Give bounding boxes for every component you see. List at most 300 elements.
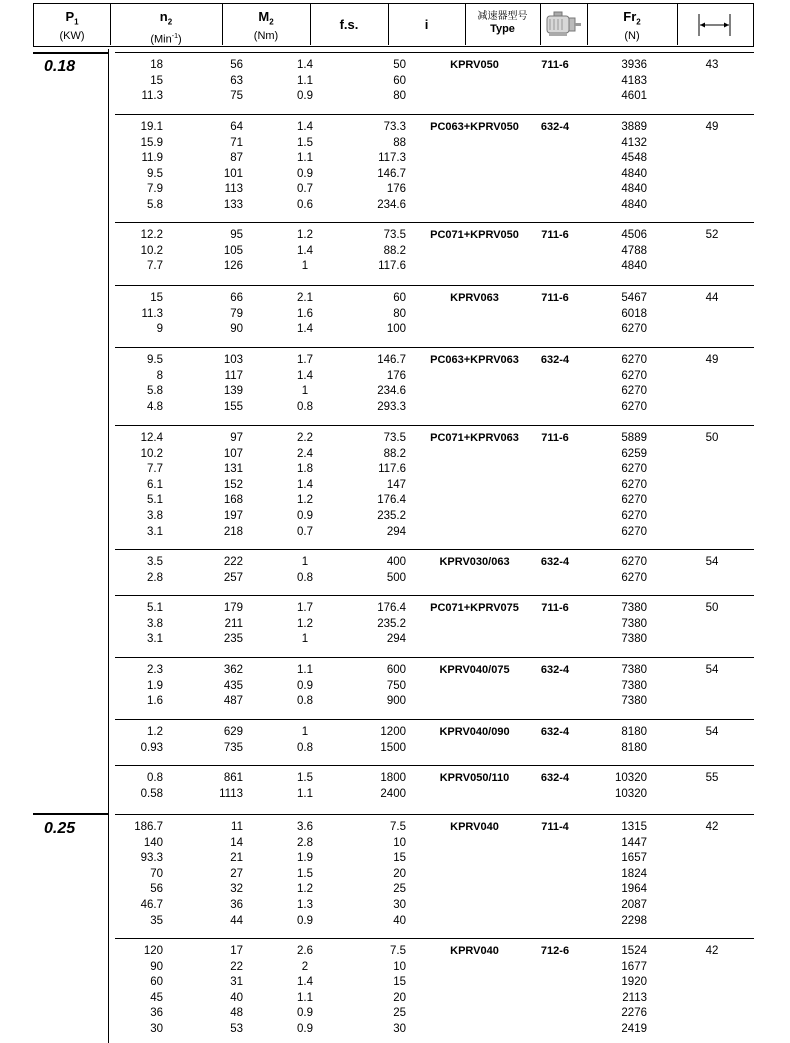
m2-value: 218 bbox=[223, 525, 243, 538]
fr2-value: 1964 bbox=[621, 883, 647, 896]
m2-value: 90 bbox=[230, 323, 243, 336]
col-fr2 bbox=[605, 555, 647, 586]
motor-code: 632-4 bbox=[540, 726, 570, 738]
fr2-value: 4840 bbox=[621, 198, 647, 211]
n2-value: 5.8 bbox=[147, 198, 163, 211]
n2-value: 5.1 bbox=[147, 602, 163, 614]
m2-value: 66 bbox=[230, 292, 243, 304]
m2-value: 75 bbox=[230, 90, 243, 103]
m2-value: 87 bbox=[230, 152, 243, 165]
n2-value: 9 bbox=[156, 323, 163, 336]
col-fr2 bbox=[605, 58, 647, 105]
table-header bbox=[33, 3, 754, 47]
fs-value: 0.8 bbox=[297, 741, 313, 754]
gearbox-type: KPRV040/090 bbox=[439, 726, 510, 738]
i-value: 1800 bbox=[380, 772, 406, 784]
col-fr2 bbox=[605, 725, 647, 756]
col-i bbox=[360, 771, 406, 802]
fr2-value: 8180 bbox=[621, 726, 647, 738]
group-divider bbox=[115, 814, 754, 815]
col-m2 bbox=[210, 291, 243, 338]
col-i bbox=[360, 555, 406, 586]
group-divider bbox=[115, 549, 754, 550]
fr2-value: 1524 bbox=[621, 945, 647, 957]
header-type: 减速器型号 Type bbox=[477, 11, 528, 35]
n2-value: 19.1 bbox=[140, 121, 163, 133]
fr2-value: 10320 bbox=[615, 787, 647, 800]
i-value: 40 bbox=[393, 914, 406, 927]
m2-value: 101 bbox=[223, 167, 243, 180]
fs-value: 1.4 bbox=[297, 323, 313, 336]
header-p1: $P_1$ (KW) bbox=[59, 9, 85, 42]
col-i bbox=[360, 431, 406, 540]
dimension-value: 44 bbox=[705, 292, 719, 304]
col-fr2 bbox=[605, 353, 647, 415]
m2-value: 133 bbox=[223, 198, 243, 211]
col-i bbox=[360, 663, 406, 710]
power-value: 0.25 bbox=[44, 820, 76, 837]
i-value: 10 bbox=[393, 836, 406, 849]
n2-value: 4.8 bbox=[147, 400, 163, 413]
m2-value: 257 bbox=[223, 571, 243, 584]
fr2-value: 4840 bbox=[621, 183, 647, 196]
m2-value: 362 bbox=[223, 664, 243, 676]
fr2-value: 5889 bbox=[621, 432, 647, 444]
n2-value: 1.2 bbox=[147, 726, 163, 738]
n2-value: 12.4 bbox=[140, 432, 163, 444]
m2-value: 64 bbox=[230, 121, 243, 133]
n2-value: 5.1 bbox=[147, 494, 163, 507]
fr2-value: 4840 bbox=[621, 260, 647, 273]
col-fr2 bbox=[605, 663, 647, 710]
col-fs bbox=[290, 228, 320, 275]
n2-value: 56 bbox=[150, 883, 163, 896]
i-value: 117.6 bbox=[378, 463, 406, 476]
fr2-value: 5467 bbox=[621, 292, 647, 304]
fs-value: 0.9 bbox=[297, 914, 313, 927]
col-m2 bbox=[210, 725, 243, 756]
fr2-value: 6270 bbox=[621, 509, 647, 522]
fs-value: 1.6 bbox=[297, 307, 313, 320]
fs-value: 1.4 bbox=[297, 59, 313, 71]
n2-value: 7.7 bbox=[147, 260, 163, 273]
fr2-value: 10320 bbox=[615, 772, 647, 784]
i-value: 15 bbox=[393, 852, 406, 865]
fr2-value: 6270 bbox=[621, 463, 647, 476]
col-fs bbox=[290, 120, 320, 214]
m2-value: 97 bbox=[230, 432, 243, 444]
col-fr2 bbox=[605, 601, 647, 648]
fr2-value: 3889 bbox=[621, 121, 647, 133]
i-value: 117.6 bbox=[378, 260, 406, 273]
n2-value: 3.8 bbox=[147, 509, 163, 522]
fs-value: 1 bbox=[301, 556, 309, 568]
fr2-value: 6270 bbox=[621, 323, 647, 336]
i-value: 176.4 bbox=[377, 602, 406, 614]
fr2-value: 4132 bbox=[621, 136, 647, 149]
power-divider bbox=[33, 52, 108, 54]
m2-value: 861 bbox=[223, 772, 243, 784]
dimension-arrow-icon bbox=[677, 4, 752, 45]
dimension-value: 42 bbox=[705, 821, 719, 833]
col-n2 bbox=[120, 944, 163, 1038]
fr2-value: 7380 bbox=[621, 617, 647, 630]
fr2-value: 1657 bbox=[621, 852, 647, 865]
col-m2 bbox=[210, 771, 243, 802]
m2-value: 17 bbox=[230, 945, 243, 957]
i-value: 7.5 bbox=[390, 821, 406, 833]
fs-value: 1.4 bbox=[297, 121, 313, 133]
motor-icon bbox=[540, 4, 587, 45]
power-column-separator bbox=[108, 49, 109, 1043]
m2-value: 735 bbox=[223, 741, 243, 754]
fs-value: 1.3 bbox=[297, 898, 313, 911]
col-fs bbox=[290, 353, 320, 415]
fs-value: 2.6 bbox=[297, 945, 313, 957]
col-m2 bbox=[210, 555, 243, 586]
col-fs bbox=[290, 944, 320, 1038]
col-n2 bbox=[120, 58, 163, 105]
n2-value: 5.8 bbox=[147, 385, 163, 398]
motor-code: 712-6 bbox=[540, 945, 570, 957]
m2-value: 235 bbox=[223, 633, 243, 646]
fs-value: 0.9 bbox=[297, 167, 313, 180]
motor-code: 711-6 bbox=[541, 229, 569, 241]
dimension-value: 54 bbox=[705, 664, 719, 676]
m2-value: 487 bbox=[223, 695, 243, 708]
motor-code: 632-4 bbox=[540, 121, 570, 133]
dimension-value: 43 bbox=[705, 59, 719, 71]
i-value: 20 bbox=[393, 867, 406, 880]
n2-value: 10.2 bbox=[140, 244, 163, 257]
i-value: 750 bbox=[386, 679, 406, 692]
fr2-value: 6270 bbox=[621, 494, 647, 507]
fr2-value: 6270 bbox=[621, 354, 647, 366]
col-fs bbox=[290, 601, 320, 648]
i-value: 73.5 bbox=[383, 229, 406, 241]
n2-value: 15 bbox=[150, 292, 163, 304]
n2-value: 2.8 bbox=[147, 571, 163, 584]
n2-value: 45 bbox=[150, 991, 163, 1004]
fr2-value: 6270 bbox=[621, 525, 647, 538]
col-m2 bbox=[210, 601, 243, 648]
fs-value: 1.2 bbox=[297, 494, 313, 507]
m2-value: 126 bbox=[223, 260, 243, 273]
col-i bbox=[360, 725, 406, 756]
n2-value: 1.6 bbox=[147, 695, 163, 708]
fr2-value: 6270 bbox=[621, 400, 647, 413]
i-value: 50 bbox=[393, 59, 406, 71]
gearbox-type: KPRV063 bbox=[450, 292, 499, 304]
n2-value: 3.5 bbox=[147, 556, 163, 568]
col-fr2 bbox=[605, 820, 647, 929]
m2-value: 36 bbox=[230, 898, 243, 911]
i-value: 100 bbox=[386, 323, 406, 336]
motor-code: 632-4 bbox=[540, 354, 570, 366]
m2-value: 48 bbox=[230, 1007, 243, 1020]
m2-value: 32 bbox=[230, 883, 243, 896]
col-i bbox=[360, 291, 406, 338]
m2-value: 179 bbox=[223, 602, 243, 614]
i-value: 2400 bbox=[380, 787, 406, 800]
fs-value: 1.1 bbox=[297, 787, 313, 800]
fs-value: 1.4 bbox=[297, 244, 313, 257]
power-value: 0.18 bbox=[44, 58, 76, 75]
fs-value: 1 bbox=[301, 260, 309, 273]
fs-value: 0.9 bbox=[297, 1022, 313, 1035]
m2-value: 53 bbox=[230, 1022, 243, 1035]
i-value: 1500 bbox=[380, 741, 406, 754]
gearbox-type: KPRV030/063 bbox=[439, 556, 510, 568]
n2-value: 30 bbox=[150, 1022, 163, 1035]
fr2-value: 1824 bbox=[621, 867, 647, 880]
m2-value: 14 bbox=[230, 836, 243, 849]
fr2-value: 1447 bbox=[621, 836, 647, 849]
group-divider bbox=[115, 285, 754, 286]
group-divider bbox=[115, 114, 754, 115]
fs-value: 1.1 bbox=[297, 991, 313, 1004]
col-fs bbox=[290, 820, 320, 929]
n2-value: 140 bbox=[143, 836, 163, 849]
n2-value: 7.7 bbox=[147, 463, 163, 476]
col-m2 bbox=[210, 120, 243, 214]
group-divider bbox=[115, 52, 754, 53]
i-value: 7.5 bbox=[390, 945, 406, 957]
gearbox-type: PC071+KPRV075 bbox=[430, 602, 519, 614]
i-value: 235.2 bbox=[377, 509, 406, 522]
col-i bbox=[360, 601, 406, 648]
m2-value: 71 bbox=[230, 136, 243, 149]
m2-value: 56 bbox=[230, 59, 243, 71]
i-value: 900 bbox=[386, 695, 406, 708]
fs-value: 1 bbox=[301, 726, 309, 738]
i-value: 294 bbox=[386, 525, 406, 538]
fs-value: 0.9 bbox=[297, 90, 313, 103]
i-value: 60 bbox=[393, 74, 406, 87]
n2-value: 0.93 bbox=[140, 741, 163, 754]
motor-code: 632-4 bbox=[540, 772, 570, 784]
i-value: 117.3 bbox=[378, 152, 406, 165]
n2-value: 7.9 bbox=[147, 183, 163, 196]
m2-value: 1113 bbox=[219, 787, 243, 800]
fr2-value: 6270 bbox=[621, 556, 647, 568]
i-value: 80 bbox=[393, 90, 406, 103]
header-m2: $M_2$ (Nm) bbox=[253, 9, 279, 42]
fs-value: 1 bbox=[301, 385, 309, 398]
m2-value: 63 bbox=[230, 74, 243, 87]
col-i bbox=[360, 58, 406, 105]
n2-value: 15 bbox=[150, 74, 163, 87]
m2-value: 197 bbox=[223, 509, 243, 522]
col-m2 bbox=[210, 58, 243, 105]
header-n2: $n_2$ (Min$^{-1}$) bbox=[150, 9, 182, 46]
m2-value: 40 bbox=[230, 991, 243, 1004]
fs-value: 2 bbox=[301, 960, 309, 973]
m2-value: 105 bbox=[223, 244, 243, 257]
m2-value: 107 bbox=[223, 447, 243, 460]
fs-value: 1.2 bbox=[297, 883, 313, 896]
col-i bbox=[360, 228, 406, 275]
n2-value: 60 bbox=[150, 976, 163, 989]
fs-value: 0.6 bbox=[297, 198, 313, 211]
fs-value: 0.7 bbox=[297, 525, 313, 538]
m2-value: 21 bbox=[230, 852, 243, 865]
col-fr2 bbox=[605, 120, 647, 214]
dimension-value: 50 bbox=[705, 432, 719, 444]
n2-value: 46.7 bbox=[140, 898, 163, 911]
fs-value: 1.5 bbox=[297, 867, 313, 880]
n2-value: 11.3 bbox=[141, 307, 163, 320]
fr2-value: 2276 bbox=[621, 1007, 647, 1020]
fr2-value: 2087 bbox=[621, 898, 647, 911]
m2-value: 152 bbox=[223, 478, 243, 491]
gearbox-type: KPRV050 bbox=[450, 59, 499, 71]
col-n2 bbox=[120, 771, 163, 802]
m2-value: 31 bbox=[230, 976, 243, 989]
col-n2 bbox=[120, 291, 163, 338]
fs-value: 1.5 bbox=[297, 772, 313, 784]
m2-value: 131 bbox=[223, 463, 243, 476]
col-fs bbox=[290, 58, 320, 105]
n2-value: 0.58 bbox=[140, 787, 163, 800]
fr2-value: 6270 bbox=[621, 369, 647, 382]
fs-value: 0.8 bbox=[297, 695, 313, 708]
power-divider bbox=[33, 813, 108, 815]
header-i: i bbox=[424, 17, 429, 32]
dimension-value: 50 bbox=[705, 602, 719, 614]
i-value: 293.3 bbox=[377, 400, 406, 413]
col-fs bbox=[290, 725, 320, 756]
col-fr2 bbox=[605, 291, 647, 338]
group-divider bbox=[115, 765, 754, 766]
fs-value: 1.1 bbox=[297, 664, 313, 676]
fr2-value: 4840 bbox=[621, 167, 647, 180]
fr2-value: 7380 bbox=[621, 633, 647, 646]
gearbox-type: PC071+KPRV050 bbox=[430, 229, 519, 241]
m2-value: 168 bbox=[223, 494, 243, 507]
gearbox-type: KPRV040 bbox=[450, 945, 499, 957]
group-divider bbox=[115, 425, 754, 426]
i-value: 235.2 bbox=[377, 617, 406, 630]
n2-value: 93.3 bbox=[140, 852, 163, 865]
m2-value: 95 bbox=[230, 229, 243, 241]
i-value: 30 bbox=[393, 1022, 406, 1035]
fs-value: 1.4 bbox=[297, 369, 313, 382]
i-value: 176.4 bbox=[377, 494, 406, 507]
fs-value: 1.4 bbox=[297, 478, 313, 491]
i-value: 10 bbox=[393, 960, 406, 973]
col-fs bbox=[290, 771, 320, 802]
col-n2 bbox=[120, 120, 163, 214]
m2-value: 79 bbox=[230, 307, 243, 320]
fs-value: 1.9 bbox=[297, 852, 313, 865]
i-value: 1200 bbox=[380, 726, 406, 738]
fr2-value: 6018 bbox=[621, 307, 647, 320]
m2-value: 211 bbox=[224, 617, 243, 630]
i-value: 234.6 bbox=[377, 385, 406, 398]
col-m2 bbox=[210, 353, 243, 415]
gearbox-type: KPRV040/075 bbox=[439, 664, 510, 676]
n2-value: 3.1 bbox=[147, 633, 163, 646]
gearbox-type: PC071+KPRV063 bbox=[430, 432, 519, 444]
m2-value: 44 bbox=[230, 914, 243, 927]
i-value: 88.2 bbox=[383, 244, 406, 257]
motor-code: 632-4 bbox=[540, 556, 570, 568]
m2-value: 117 bbox=[224, 369, 243, 382]
fr2-value: 6259 bbox=[621, 447, 647, 460]
gearbox-type: PC063+KPRV063 bbox=[430, 354, 519, 366]
i-value: 176 bbox=[386, 183, 406, 196]
fs-value: 1.2 bbox=[297, 229, 313, 241]
col-fs bbox=[290, 555, 320, 586]
fs-value: 0.9 bbox=[297, 679, 313, 692]
col-m2 bbox=[210, 663, 243, 710]
fr2-value: 7380 bbox=[621, 602, 647, 614]
col-m2 bbox=[210, 944, 243, 1038]
fs-value: 1.2 bbox=[297, 617, 313, 630]
fr2-value: 7380 bbox=[621, 695, 647, 708]
n2-value: 9.5 bbox=[147, 167, 163, 180]
m2-value: 22 bbox=[230, 960, 243, 973]
fs-value: 0.7 bbox=[297, 183, 313, 196]
fs-value: 1.5 bbox=[297, 136, 313, 149]
fr2-value: 6270 bbox=[621, 571, 647, 584]
col-n2 bbox=[120, 555, 163, 586]
m2-value: 103 bbox=[223, 354, 243, 366]
i-value: 30 bbox=[393, 898, 406, 911]
fr2-value: 2298 bbox=[621, 914, 647, 927]
fs-value: 1.1 bbox=[297, 152, 313, 165]
fs-value: 2.4 bbox=[297, 447, 313, 460]
n2-value: 36 bbox=[150, 1007, 163, 1020]
fr2-value: 3936 bbox=[621, 59, 647, 71]
n2-value: 2.3 bbox=[147, 664, 163, 676]
fr2-value: 6270 bbox=[621, 478, 647, 491]
i-value: 234.6 bbox=[377, 198, 406, 211]
fs-value: 0.9 bbox=[297, 1007, 313, 1020]
fr2-value: 1315 bbox=[621, 821, 647, 833]
fs-value: 0.8 bbox=[297, 571, 313, 584]
col-n2 bbox=[120, 601, 163, 648]
n2-value: 90 bbox=[150, 960, 163, 973]
i-value: 146.7 bbox=[377, 354, 406, 366]
group-divider bbox=[115, 595, 754, 596]
dimension-value: 49 bbox=[705, 354, 719, 366]
fs-value: 1.7 bbox=[297, 354, 313, 366]
n2-value: 6.1 bbox=[147, 478, 163, 491]
fs-value: 1 bbox=[301, 633, 309, 646]
gearbox-type: PC063+KPRV050 bbox=[430, 121, 519, 133]
fr2-value: 4183 bbox=[621, 74, 647, 87]
col-n2 bbox=[120, 820, 163, 929]
fr2-value: 7380 bbox=[621, 664, 647, 676]
i-value: 20 bbox=[393, 991, 406, 1004]
gearbox-type: KPRV040 bbox=[450, 821, 499, 833]
fr2-value: 1920 bbox=[621, 976, 647, 989]
motor-code: 711-6 bbox=[541, 432, 569, 444]
n2-value: 9.5 bbox=[147, 354, 163, 366]
n2-value: 18 bbox=[150, 59, 163, 71]
n2-value: 0.8 bbox=[147, 772, 163, 784]
fr2-value: 1677 bbox=[621, 960, 647, 973]
header-fr2: $Fr_2$ (N) bbox=[623, 9, 641, 42]
dimension-value: 54 bbox=[705, 556, 719, 568]
i-value: 73.5 bbox=[383, 432, 406, 444]
i-value: 146.7 bbox=[377, 167, 406, 180]
col-m2 bbox=[210, 431, 243, 540]
i-value: 60 bbox=[393, 292, 406, 304]
m2-value: 139 bbox=[223, 385, 243, 398]
